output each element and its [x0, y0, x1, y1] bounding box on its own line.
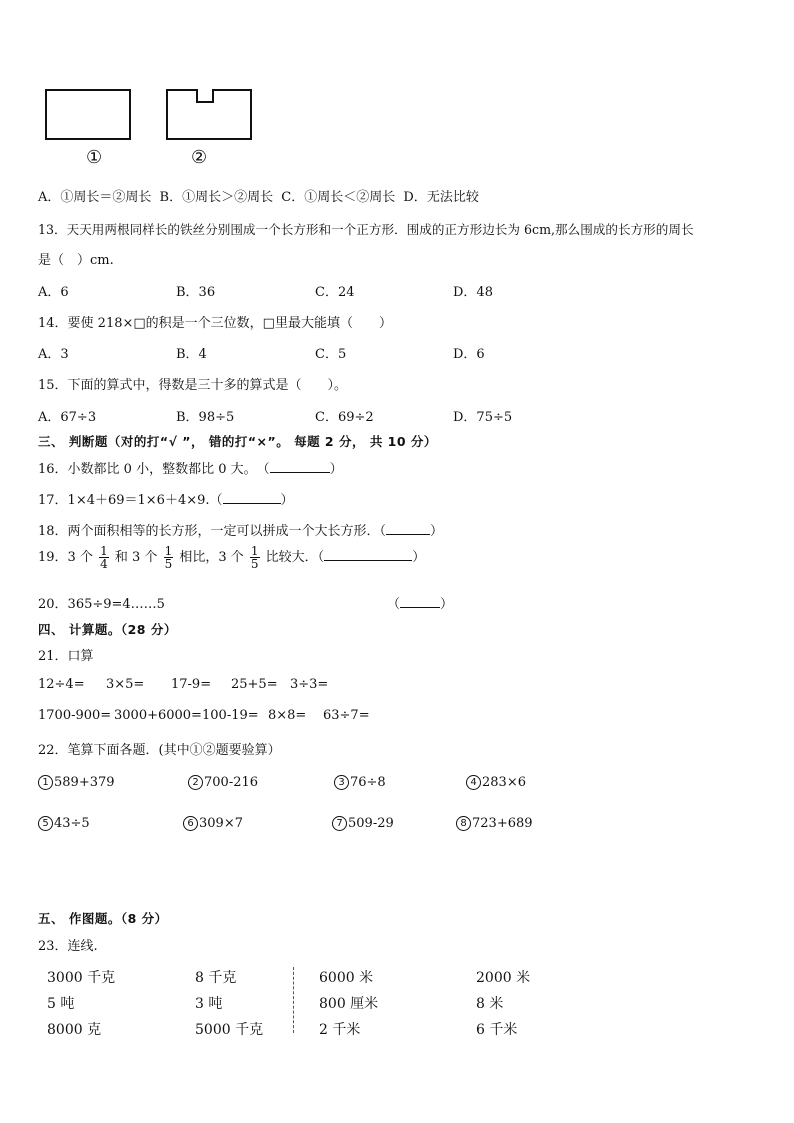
match-divider: [293, 967, 294, 1033]
q14-option-b[interactable]: B．4: [176, 347, 207, 362]
q12-option-c[interactable]: C．①周长＜②周长: [281, 190, 396, 205]
q15-option-b[interactable]: B．98÷5: [176, 410, 235, 425]
q16-answer-blank[interactable]: [270, 460, 330, 473]
q21-title: 21．口算: [38, 649, 94, 664]
q22-item-1: 1 589+379: [38, 775, 115, 790]
q18-answer-blank[interactable]: [386, 522, 430, 535]
q22-item-2: 2 700-216: [188, 775, 258, 790]
q22-item-3: 3 76÷8: [334, 775, 386, 790]
q18-stem: 18．两个面积相等的长方形，一定可以拼成一个大长方形．（: [38, 524, 387, 539]
circled-number-7: 7: [332, 816, 347, 831]
q19-answer-blank[interactable]: [324, 548, 412, 561]
q15-option-a[interactable]: A．67÷3: [38, 410, 97, 425]
match-left-col1-item-2[interactable]: 5 吨: [47, 996, 75, 1012]
figure-1-label: ①: [86, 147, 103, 168]
section-5-heading: 五、 作图题。（8 分）: [38, 911, 168, 926]
circled-number-1: 1: [38, 775, 53, 790]
q13-option-a[interactable]: A．6: [38, 285, 69, 300]
q22-item-4: 4 283×6: [466, 775, 526, 790]
q16: 16．小数都比 0 小，整数都比 0 大。 （ ）: [38, 462, 343, 477]
q21-row-1-item-5: 3÷3=: [290, 677, 329, 692]
q21-row-2-item-5: 63÷7=: [323, 708, 370, 723]
q13-option-b[interactable]: B．36: [176, 285, 216, 300]
match-left-col2-item-2[interactable]: 3 吨: [195, 996, 223, 1012]
match-right-col2-item-1[interactable]: 2000 米: [476, 970, 531, 986]
q20-answer: （ ）: [387, 597, 454, 612]
q21-row-2-item-2: 3000+6000=: [114, 708, 202, 723]
q20-answer-blank[interactable]: [400, 595, 440, 608]
q21-row-1-item-2: 3×5=: [106, 677, 145, 692]
circled-number-3: 3: [334, 775, 349, 790]
q14-option-c[interactable]: C．5: [315, 347, 347, 362]
q12-option-d[interactable]: D．无法比较: [403, 190, 479, 205]
q19-fraction-1: $\frac{1}{4}$: [100, 544, 108, 571]
q22-title: 22．笔算下面各题．(其中①②题要验算）: [38, 743, 281, 758]
q14-stem: 14．要使 218×□的积是一个三位数，□里最大能填（ ）: [38, 316, 392, 331]
q19: 19．3 个 $\frac{1}{4}$ 和 3 个 $\frac{1}{5}$ 相比，3 个 $\frac{1}{5}$ 比较大．（ ）: [38, 544, 426, 571]
q19-fraction-2: $\frac{1}{5}$: [164, 544, 173, 571]
figure-1-rectangle: [46, 90, 130, 139]
q20-stem: 20．365÷9=4……5: [38, 597, 165, 612]
section-4-heading: 四、 计算题。（28 分）: [38, 622, 177, 637]
match-left-col2-item-1[interactable]: 8 千克: [195, 970, 237, 986]
perimeter-figures: [0, 0, 300, 150]
q17-answer-blank[interactable]: [223, 491, 281, 504]
figure-2-notched-rectangle: [167, 90, 251, 139]
q15-option-c[interactable]: C．69÷2: [315, 410, 374, 425]
q21-row-2-item-1: 1700-900=: [38, 708, 112, 723]
match-left-col1-item-3[interactable]: 8000 克: [47, 1022, 102, 1038]
match-right-col1-item-3[interactable]: 2 千米: [319, 1022, 361, 1038]
q12-options: [38, 186, 479, 205]
q19-fraction-3: $\frac{1}{5}$: [250, 544, 259, 571]
q22-item-8: 8 723+689: [456, 816, 533, 831]
q23-title: 23．连线.: [38, 939, 98, 954]
figure-2-label: ②: [191, 147, 208, 168]
q22-item-5: 5 43÷5: [38, 816, 90, 831]
match-right-col1-item-2[interactable]: 800 厘米: [319, 996, 379, 1012]
q14-option-a[interactable]: A．3: [38, 347, 69, 362]
q15-option-d[interactable]: D．75÷5: [453, 410, 513, 425]
q12-option-b[interactable]: B．①周长＞②周长: [159, 190, 274, 205]
match-right-col1-item-1[interactable]: 6000 米: [319, 970, 374, 986]
q22-item-6: 6 309×7: [183, 816, 243, 831]
match-right-col2-item-2[interactable]: 8 米: [476, 996, 504, 1012]
q13-option-c[interactable]: C．24: [315, 285, 355, 300]
q21-row-2-item-4: 8×8=: [268, 708, 307, 723]
q21-row-2-item-3: 100-19=: [202, 708, 259, 723]
q14-option-d[interactable]: D．6: [453, 347, 485, 362]
q17-stem: 17．1×4＋69＝1×6＋4×9.（: [38, 493, 223, 508]
q13-stem-line2: 是（ ）cm.: [38, 253, 114, 268]
section-3-heading: 三、 判断题（对的打“√ ”， 错的打“×”。 每题 2 分， 共 10 分）: [38, 434, 437, 449]
q13-option-d[interactable]: D．48: [453, 285, 493, 300]
match-left-col1-item-1[interactable]: 3000 千克: [47, 970, 116, 986]
match-right-col2-item-3[interactable]: 6 千米: [476, 1022, 518, 1038]
q17: 17．1×4＋69＝1×6＋4×9.（ ）: [38, 493, 294, 508]
q16-stem: 16．小数都比 0 小，整数都比 0 大。 （: [38, 462, 270, 477]
q21-row-1-item-4: 25+5=: [231, 677, 278, 692]
q13-stem-line1: 13．天天用两根同样长的铁丝分别围成一个长方形和一个正方形．围成的正方形边长为 6cm,那么围成的长方形的周长: [38, 222, 694, 237]
circled-number-4: 4: [466, 775, 481, 790]
q18: 18．两个面积相等的长方形，一定可以拼成一个大长方形．（ ）: [38, 524, 444, 539]
q15-stem: 15．下面的算式中，得数是三十多的算式是（ ）。: [38, 378, 348, 393]
circled-number-2: 2: [188, 775, 203, 790]
q22-item-7: 7 509-29: [332, 816, 394, 831]
circled-number-5: 5: [38, 816, 53, 831]
q21-row-1-item-1: 12÷4=: [38, 677, 85, 692]
q12-option-a[interactable]: A．①周长＝②周长: [38, 190, 152, 205]
circled-number-6: 6: [183, 816, 198, 831]
q21-row-1-item-3: 17-9=: [171, 677, 212, 692]
circled-number-8: 8: [456, 816, 471, 831]
match-left-col2-item-3[interactable]: 5000 千克: [195, 1022, 264, 1038]
